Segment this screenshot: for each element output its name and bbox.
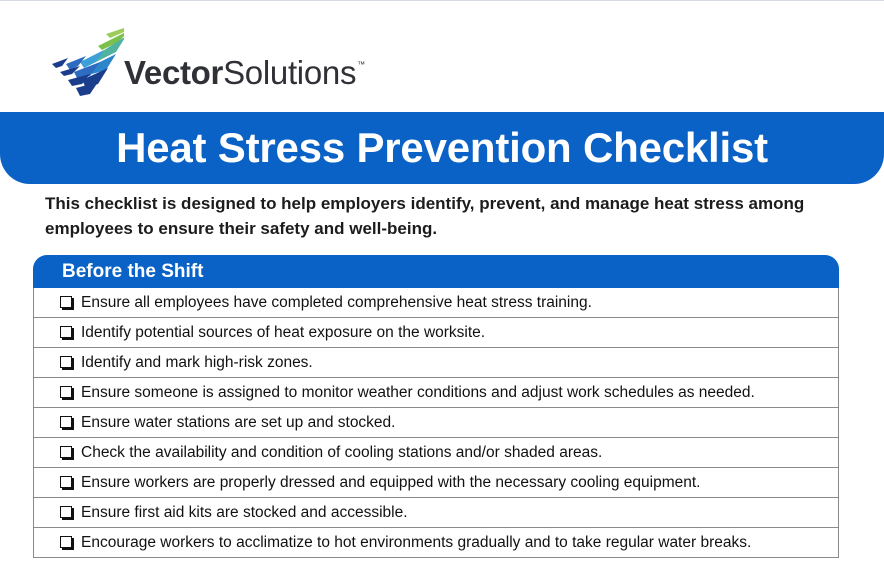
checklist-item — [34, 377, 838, 407]
section-title: Before the Shift — [33, 255, 839, 288]
checklist-item — [34, 527, 838, 557]
checklist-item — [34, 407, 838, 437]
checklist-item-label: Ensure water stations are set up and stocked. — [81, 413, 396, 431]
checklist-section — [33, 255, 839, 558]
checkbox-icon[interactable] — [60, 536, 72, 548]
checkbox-icon[interactable] — [60, 296, 72, 308]
checklist-item — [34, 347, 838, 377]
checklist-item-label: Identify and mark high-risk zones. — [81, 353, 313, 371]
checklist-item-label: Encourage workers to acclimatize to hot environments gradually and to take regular water breaks. — [81, 533, 752, 551]
checklist — [33, 288, 839, 558]
page-title: Heat Stress Prevention Checklist — [116, 124, 768, 171]
top-rule — [0, 0, 884, 1]
checklist-item-label: Identify potential sources of heat exposure on the worksite. — [81, 323, 486, 341]
checklist-item — [34, 497, 838, 527]
title-banner — [0, 112, 884, 184]
checklist-item-label: Ensure all employees have completed comprehensive heat stress training. — [81, 293, 592, 311]
logo-wordmark — [124, 54, 365, 92]
checkbox-icon[interactable] — [60, 326, 72, 338]
checkbox-icon[interactable] — [60, 416, 72, 428]
logo-mark-icon — [46, 24, 124, 104]
checklist-item — [34, 317, 838, 347]
checkbox-icon[interactable] — [60, 506, 72, 518]
checklist-item-label: Ensure workers are properly dressed and equipped with the necessary cooling equipment. — [81, 473, 701, 491]
checklist-item-label: Ensure someone is assigned to monitor weather conditions and adjust work schedules as needed. — [81, 383, 755, 401]
checklist-item — [34, 467, 838, 497]
checklist-item-label: Ensure first aid kits are stocked and accessible. — [81, 503, 408, 521]
logo-bold-text: Vector — [124, 54, 224, 91]
checkbox-icon[interactable] — [60, 356, 72, 368]
checkbox-icon[interactable] — [60, 446, 72, 458]
intro-text: This checklist is designed to help employers identify, prevent, and manage heat stress among employees to ensure their safety and well-being. — [45, 194, 805, 238]
checkbox-icon[interactable] — [60, 386, 72, 398]
checklist-item-label: Check the availability and condition of cooling stations and/or shaded areas. — [81, 443, 603, 461]
vector-solutions-logo — [46, 24, 365, 104]
checklist-item — [34, 288, 838, 317]
logo-light-text: Solutions — [223, 54, 357, 91]
checkbox-icon[interactable] — [60, 476, 72, 488]
checklist-item — [34, 437, 838, 467]
logo-trademark: ™ — [357, 60, 365, 69]
